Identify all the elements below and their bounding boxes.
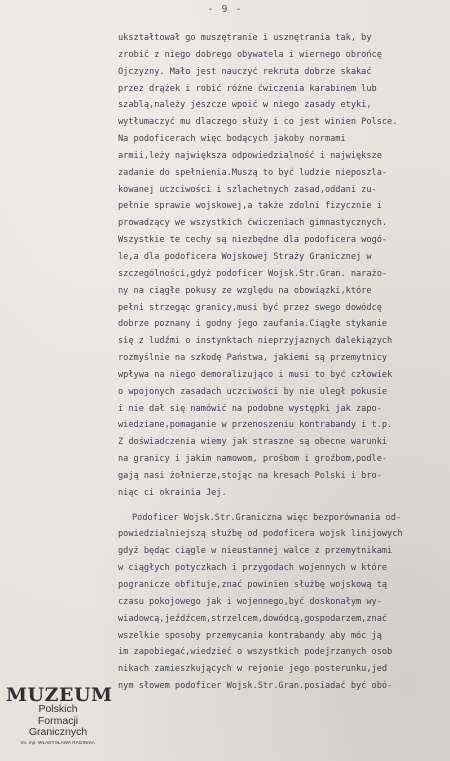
text-line: Podoficer Wojsk.Str.Graniczna więc bezporównania od- (132, 512, 402, 523)
text-line: gdyż będąc ciągle w nieustannej walce z przemytnikami (118, 546, 393, 557)
text-line: wpływa na niego demoralizująco i musi to być człowiek (118, 369, 393, 380)
text-line: wiedziane,pomaganie w przenoszeniu kontrabandy i t.p. (118, 420, 393, 431)
text-line: Wszystkie te cechy są niezbędne dla podoficera wogó- (118, 235, 388, 246)
text-line: kowanej uczciwości i szlachetnych zasad,oddani zu- (118, 184, 377, 195)
text-line: gają nasi żołnierze,stojąc na kresach Polski i bro- (118, 470, 382, 481)
text-line: w ciągłych potyczkach i przygodach wojennych w które (118, 563, 388, 574)
page-number: - 9 - (207, 4, 243, 15)
text-line: pełnie sprawie wojskowej,a także zdolni fizycznie i (118, 201, 382, 212)
text-line: szczególności,gdyż podoficer Wojsk.Str.Gran. narażo- (118, 268, 388, 279)
logo-tagline: im. mjr. WŁADYSŁAWA RAGINISA (21, 739, 95, 745)
museum-logo (6, 684, 113, 746)
text-line: Ojczyzny. Mało jest nauczyć rekruta dobrze skakać (118, 66, 372, 77)
text-line: pogranicze obfituje,znać powinien służbę wojskową tą (118, 580, 388, 590)
text-line: czasu pokojowego jak i wojennego,być doskonałym wy- (118, 596, 382, 607)
text-line: ukształtował go muszętranie i usznętrania tak, by (118, 33, 372, 43)
logo-line-2: Formacji (37, 714, 79, 727)
text-line: o wpojonych zasadach uczciwości by nie uległ pokusie (118, 386, 388, 397)
text-line: się z ludźmi o instynktach nieprzyjaznych dalekiązych (118, 336, 393, 347)
text-line: nikach zamieszkujących w rejonie jego posterunku,jed (118, 664, 388, 675)
text-line: Na podoficerach więc bodących jakoby normami (118, 134, 346, 145)
logo-line-1: Polskich (38, 703, 78, 715)
text-line: i nie dał się namówić na podobne występki jak zapo- (118, 403, 382, 414)
text-line: prowadzący we wszystkich ćwiczeniach gimnastycznych. (118, 218, 388, 229)
text-line: pełni strzegąc granicy,musi być przez swego dowódcę (118, 302, 382, 313)
text-line: nym słowem podoficer Wojsk.Str.Gran.posiadać być obó- (118, 681, 393, 692)
text-line: ny na ciągłe pokusy ze względu na obowiązki,które (118, 285, 372, 296)
text-line: im zapobiegać,wiedzieć o wszystkich podejrzanych osob (118, 647, 393, 658)
text-line: Z doświadczenia wiemy jak straszne są obecne warunki (118, 437, 388, 448)
text-line: szablą,należy jeszcze wpoić w niego zasady etyki, (118, 100, 372, 111)
text-line: dobrze poznany i godny jego zaufania.Ciągłe stykanie (118, 319, 388, 330)
typed-text-body (118, 30, 440, 695)
text-line: wytłumaczyć mu dlaczego służy i co jest winien Polsce. (118, 117, 398, 128)
text-line: armii,leży największa odpowiedzialność i największe (118, 150, 382, 161)
text-line: le,a dla podoficera Wojskowej Straży Granicznej w (118, 251, 372, 262)
text-line: wiadowcą,jeźdźcem,strzelcem,dowódcą,gospodarzem,znać (118, 613, 388, 624)
text-line: niąc ci okrainia Jej. (118, 487, 227, 498)
paragraph-gap (118, 502, 440, 510)
text-line: na granicy i jakim namowom, prośbom i groźbom,podle- (118, 454, 388, 465)
text-line: zadanie do spełnienia.Muszą to być ludzie nieposzla- (118, 167, 388, 178)
text-line: wszelkie sposoby przemycania kontrabandy aby móc ją (118, 630, 382, 641)
text-line: zrobić z niego dobrego obywatela i wiernego obrońcę (118, 49, 382, 60)
logo-line-3: Granicznych (28, 726, 88, 738)
text-line: przez drążek i robić różne ćwiczenia karabinem lub (118, 83, 377, 94)
text-line: powiedzialniejszą służbę od podoficera wojsk linijowych (118, 529, 403, 540)
logo-title: MUZEUM (6, 684, 113, 706)
text-line: rozmyślnie na szkodę Państwa, jakiemi są przemytnicy (118, 353, 388, 364)
